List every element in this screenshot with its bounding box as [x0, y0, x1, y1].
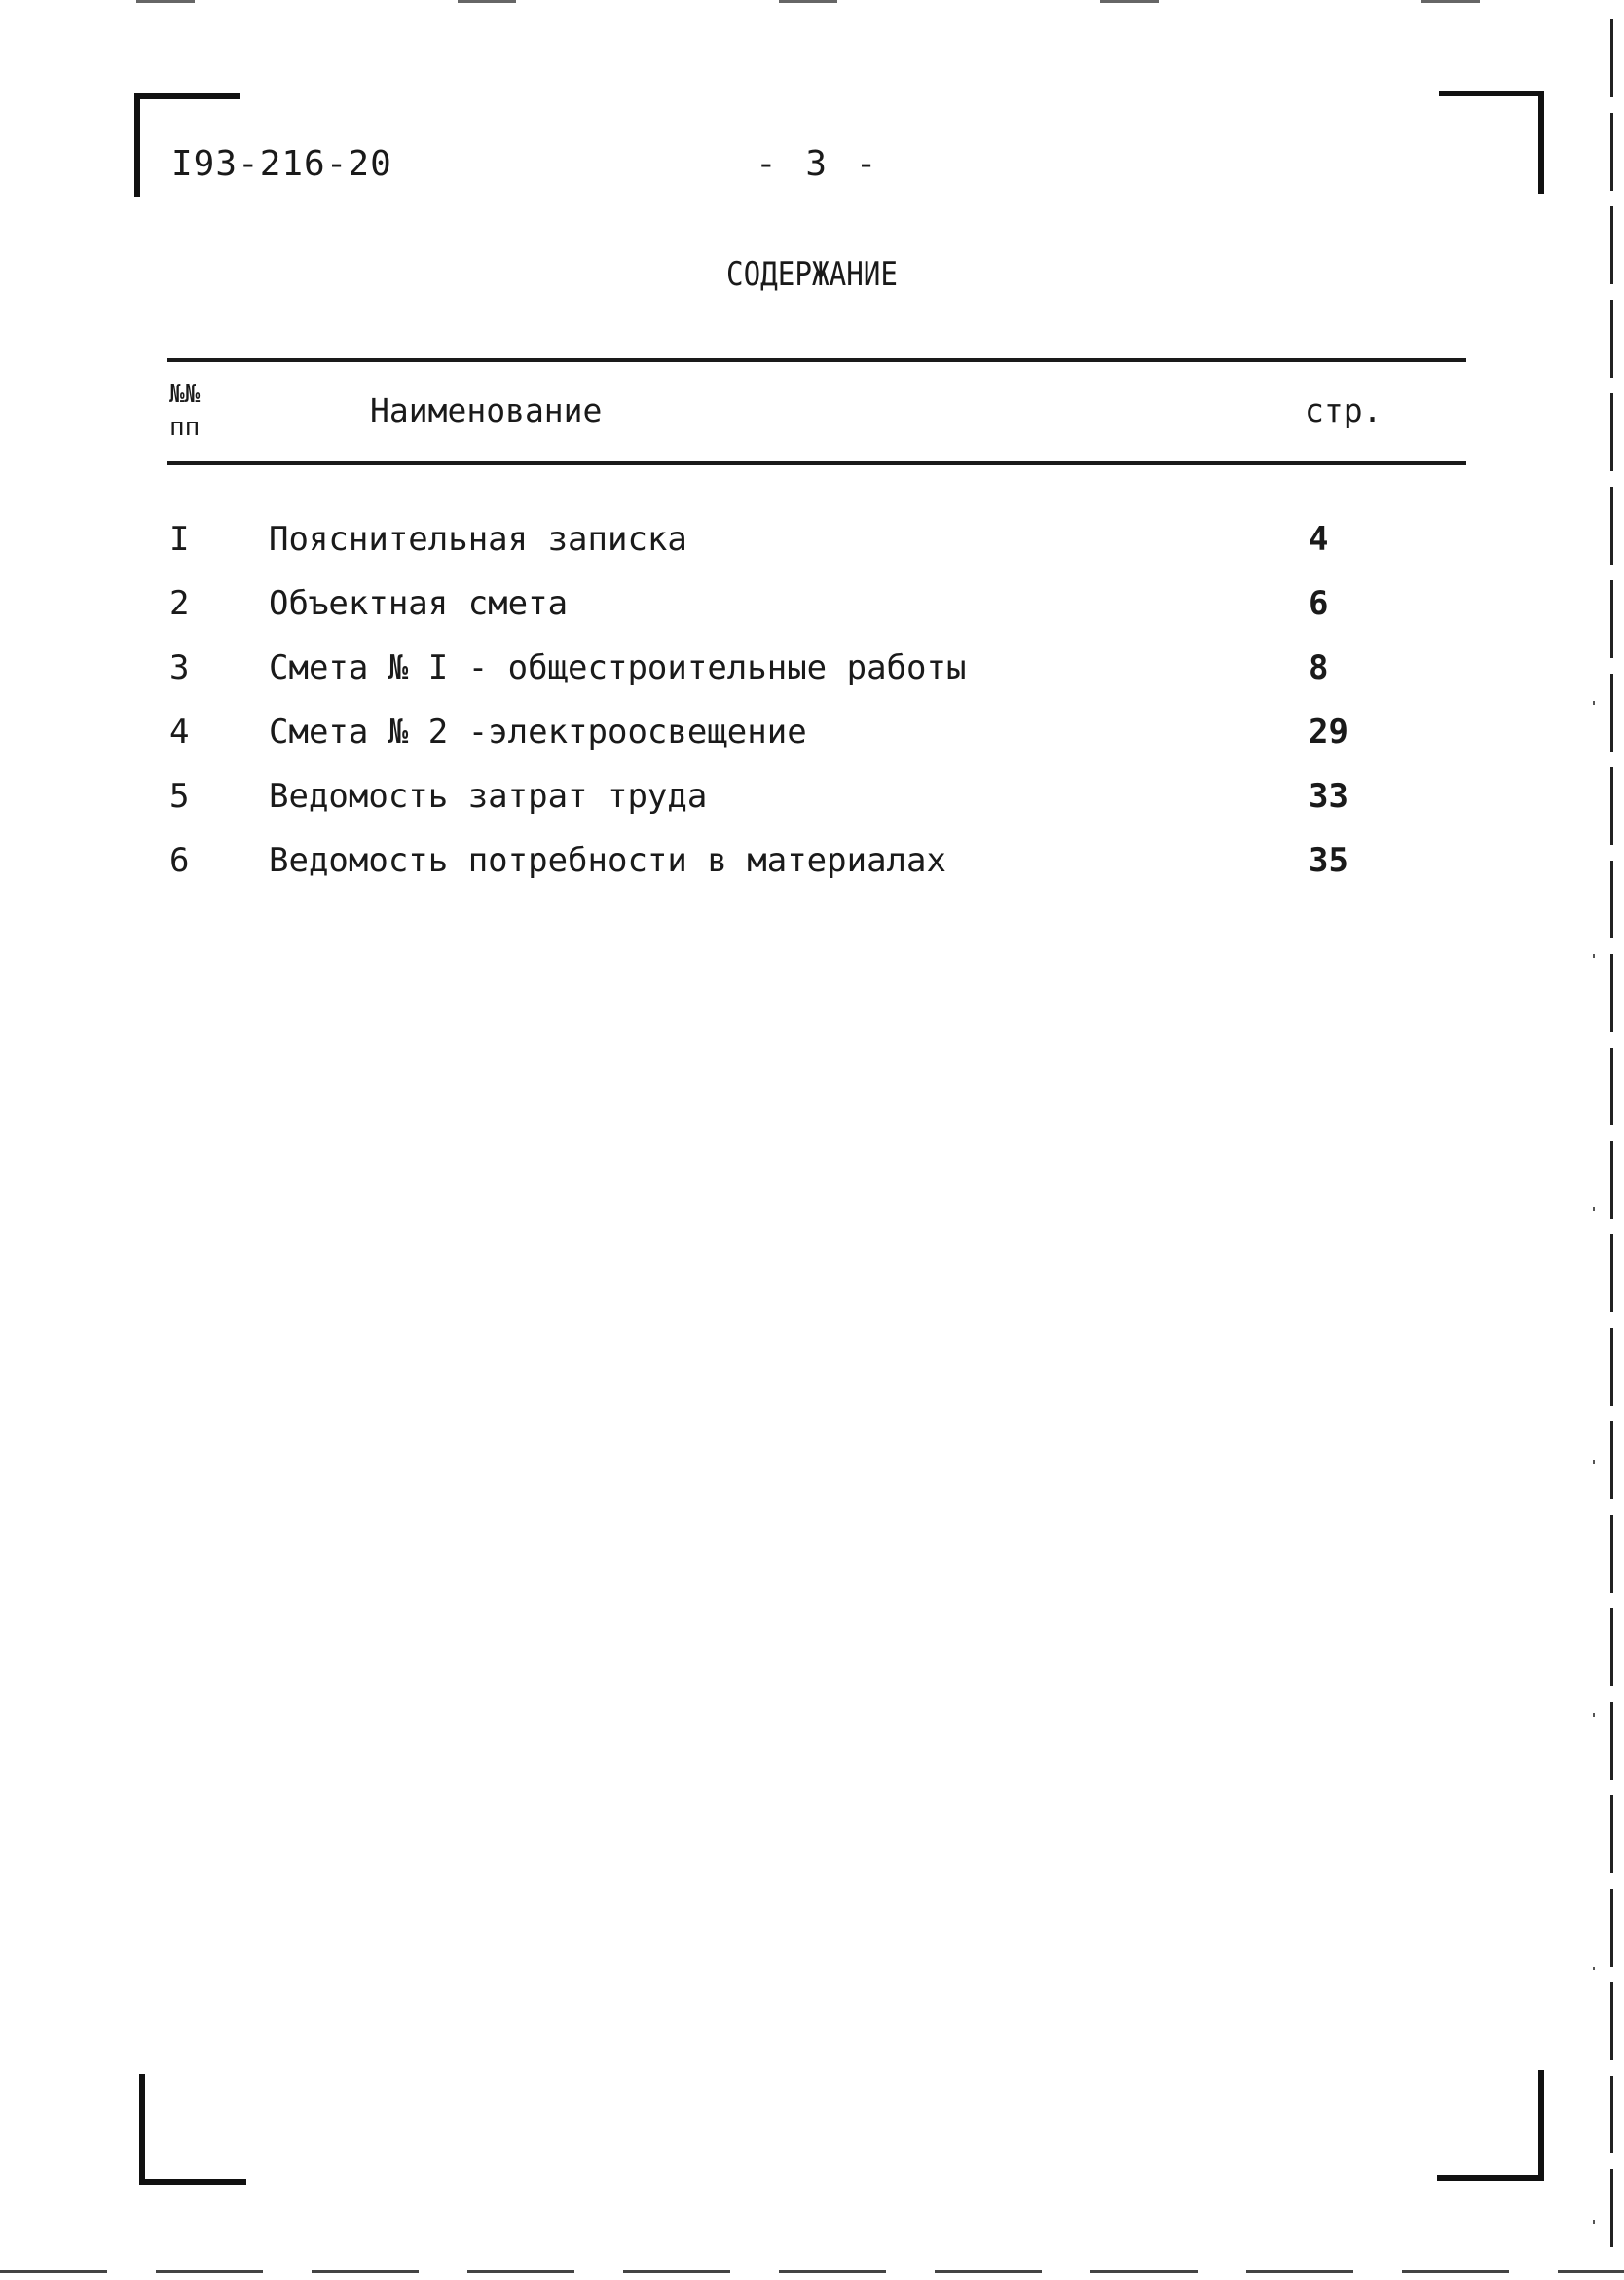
corner-mark-bottom-right [1437, 2070, 1544, 2181]
toc-row-number: 4 [169, 713, 190, 752]
column-header-name: Наименование [370, 391, 603, 429]
toc-row-number: 3 [169, 648, 190, 687]
toc-row-page: 8 [1309, 648, 1329, 687]
page-edge-bottom [0, 2270, 1624, 2273]
toc-row [0, 648, 1624, 707]
toc-row-title: Смета № 2 -электроосвещение [269, 713, 807, 752]
toc-row-title: Объектная смета [269, 584, 569, 623]
toc-row-number: 2 [169, 584, 190, 623]
table-top-rule [167, 358, 1466, 362]
page-edge-top [0, 0, 1624, 3]
corner-mark-top-right [1439, 91, 1544, 194]
toc-row-number: 6 [169, 841, 190, 880]
toc-row [0, 520, 1624, 578]
column-header-page: стр. [1305, 391, 1383, 429]
toc-row-number: 5 [169, 777, 190, 816]
corner-mark-bottom-left [139, 2074, 246, 2185]
page-edge-right [1610, 19, 1613, 2259]
toc-row-page: 6 [1309, 584, 1329, 623]
page-number: - 3 - [756, 144, 881, 184]
toc-row-title: Ведомость потребности в материалах [269, 841, 946, 880]
toc-row-number: I [169, 520, 190, 559]
toc-row-page: 4 [1309, 520, 1329, 559]
column-header-number-line1: №№ [169, 380, 201, 409]
toc-row [0, 841, 1624, 900]
toc-row [0, 584, 1624, 643]
toc-row-title: Пояснительная записка [269, 520, 687, 559]
toc-row-title: Ведомость затрат труда [269, 777, 708, 816]
toc-row-page: 29 [1309, 713, 1348, 752]
toc-row-title: Смета № I - общестроительные работы [269, 648, 967, 687]
toc-row-page: 35 [1309, 841, 1348, 880]
toc-row-page: 33 [1309, 777, 1348, 816]
column-header-number-line2: пп [169, 413, 201, 442]
toc-row [0, 777, 1624, 835]
document-code: I93-216-20 [171, 144, 392, 184]
page-title: СОДЕРЖАНИЕ [725, 255, 899, 294]
column-header-number [169, 378, 200, 444]
toc-row [0, 713, 1624, 771]
table-header-rule [167, 461, 1466, 465]
